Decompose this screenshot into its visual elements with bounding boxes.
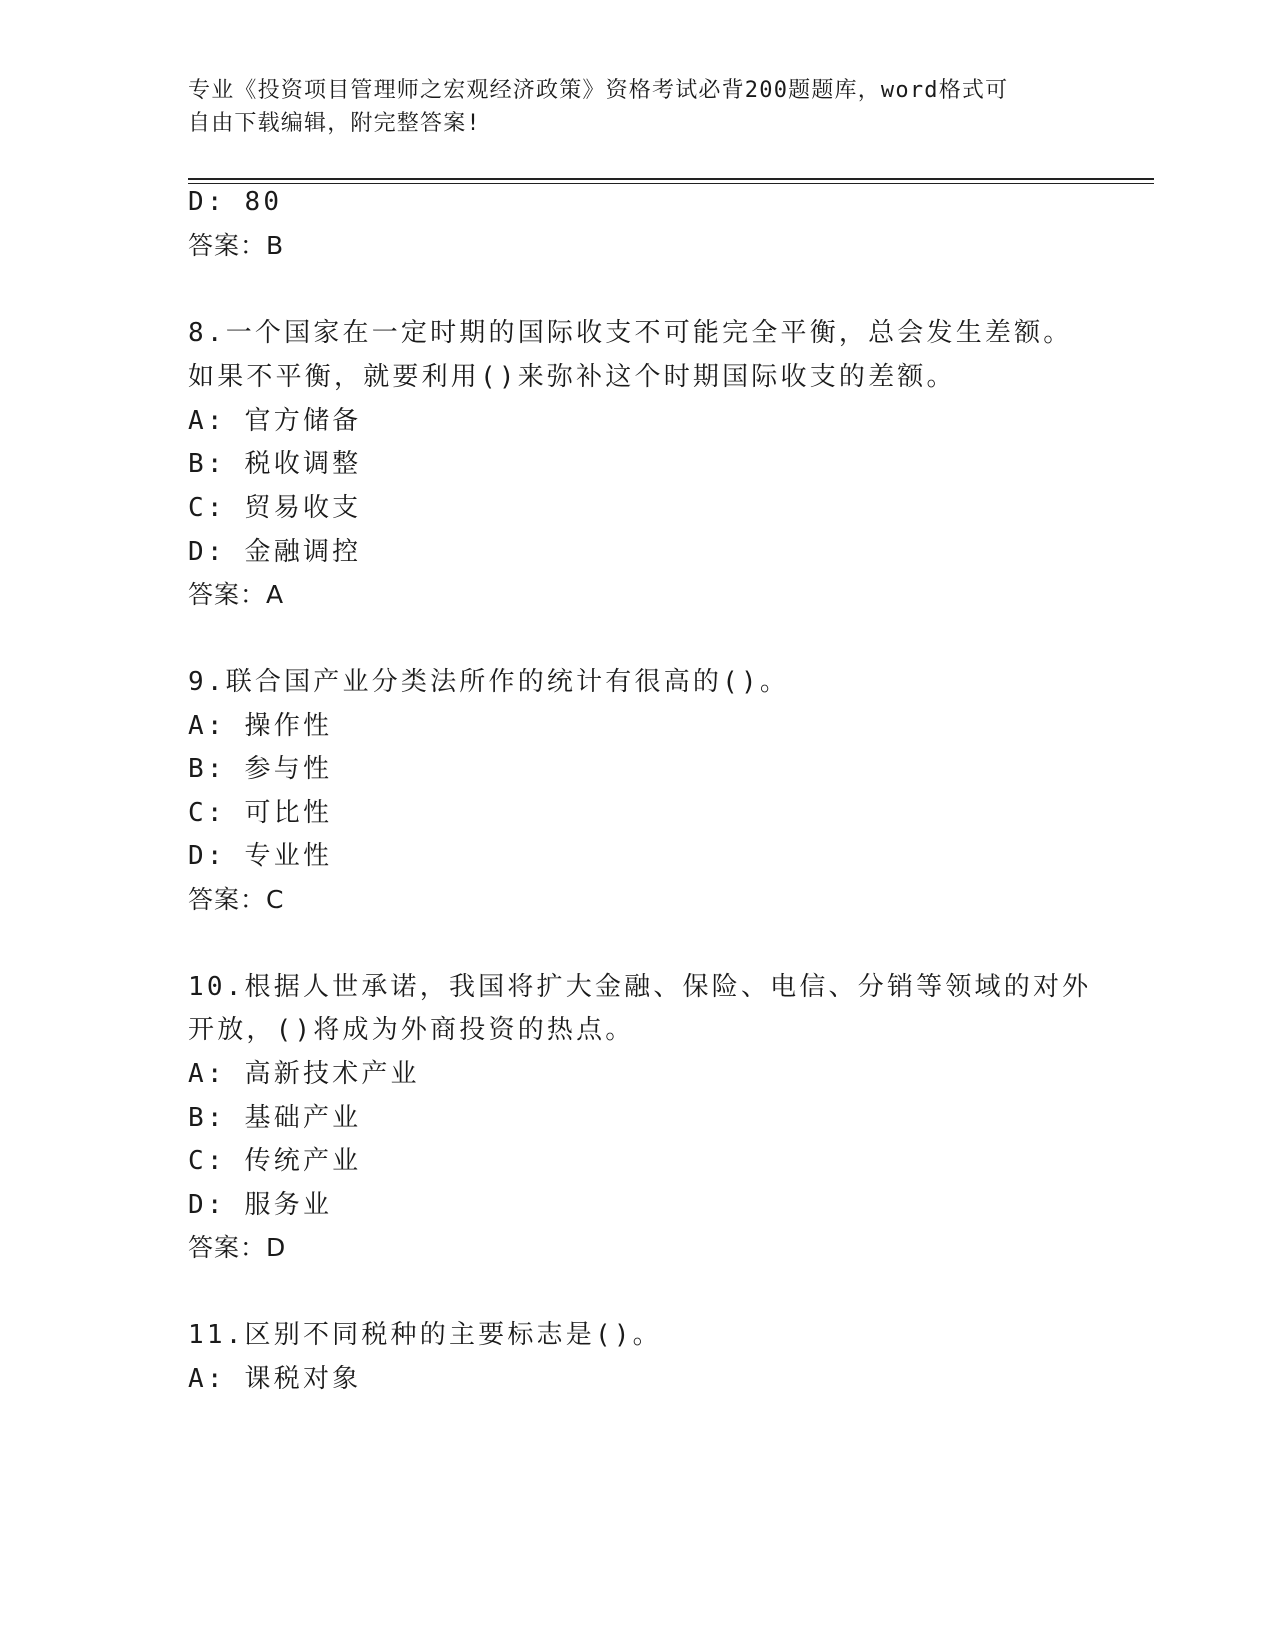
q9-option-a: A: 操作性 — [188, 711, 333, 741]
q8-option-d: D: 金融调控 — [188, 537, 362, 567]
q7-option-d: D: 80 — [188, 187, 283, 217]
q11-stem-line-1: 11.区别不同税种的主要标志是()。 — [188, 1320, 662, 1350]
q8-option-b: B: 税收调整 — [188, 449, 362, 479]
page-header — [188, 74, 1068, 140]
q10-stem-line-1: 10.根据人世承诺，我国将扩大金融、保险、电信、分销等领域的对外 — [188, 972, 1092, 1002]
q8-stem-line-2: 如果不平衡，就要利用()来弥补这个时期国际收支的差额。 — [188, 362, 956, 392]
q10-answer: 答案：D — [188, 1233, 287, 1262]
q9-stem-line-1: 9.联合国产业分类法所作的统计有很高的()。 — [188, 667, 790, 697]
q8-option-c: C: 贸易收支 — [188, 493, 362, 523]
header-divider-thick — [188, 178, 1154, 180]
q8-answer: 答案：A — [188, 580, 285, 609]
q10-option-c: C: 传统产业 — [188, 1146, 362, 1176]
header-title-line-1: 专业《投资项目管理师之宏观经济政策》资格考试必背200题题库，word格式可 — [188, 78, 1009, 103]
q10-option-b: B: 基础产业 — [188, 1103, 362, 1133]
q10-option-a: A: 高新技术产业 — [188, 1059, 420, 1089]
q9-answer: 答案：C — [188, 885, 285, 914]
q8-stem-line-1: 8.一个国家在一定时期的国际收支不可能完全平衡，总会发生差额。 — [188, 318, 1073, 348]
header-divider-thin — [188, 183, 1154, 184]
q8-option-a: A: 官方储备 — [188, 406, 362, 436]
q7-answer: 答案：B — [188, 231, 285, 260]
header-title-line-2: 自由下载编辑，附完整答案! — [188, 111, 481, 136]
q10-stem-line-2: 开放，()将成为外商投资的热点。 — [188, 1015, 635, 1045]
q10-option-d: D: 服务业 — [188, 1190, 333, 1220]
q9-option-d: D: 专业性 — [188, 841, 333, 871]
q11-option-a: A: 课税对象 — [188, 1364, 362, 1394]
q9-option-c: C: 可比性 — [188, 798, 333, 828]
q9-option-b: B: 参与性 — [188, 754, 333, 784]
